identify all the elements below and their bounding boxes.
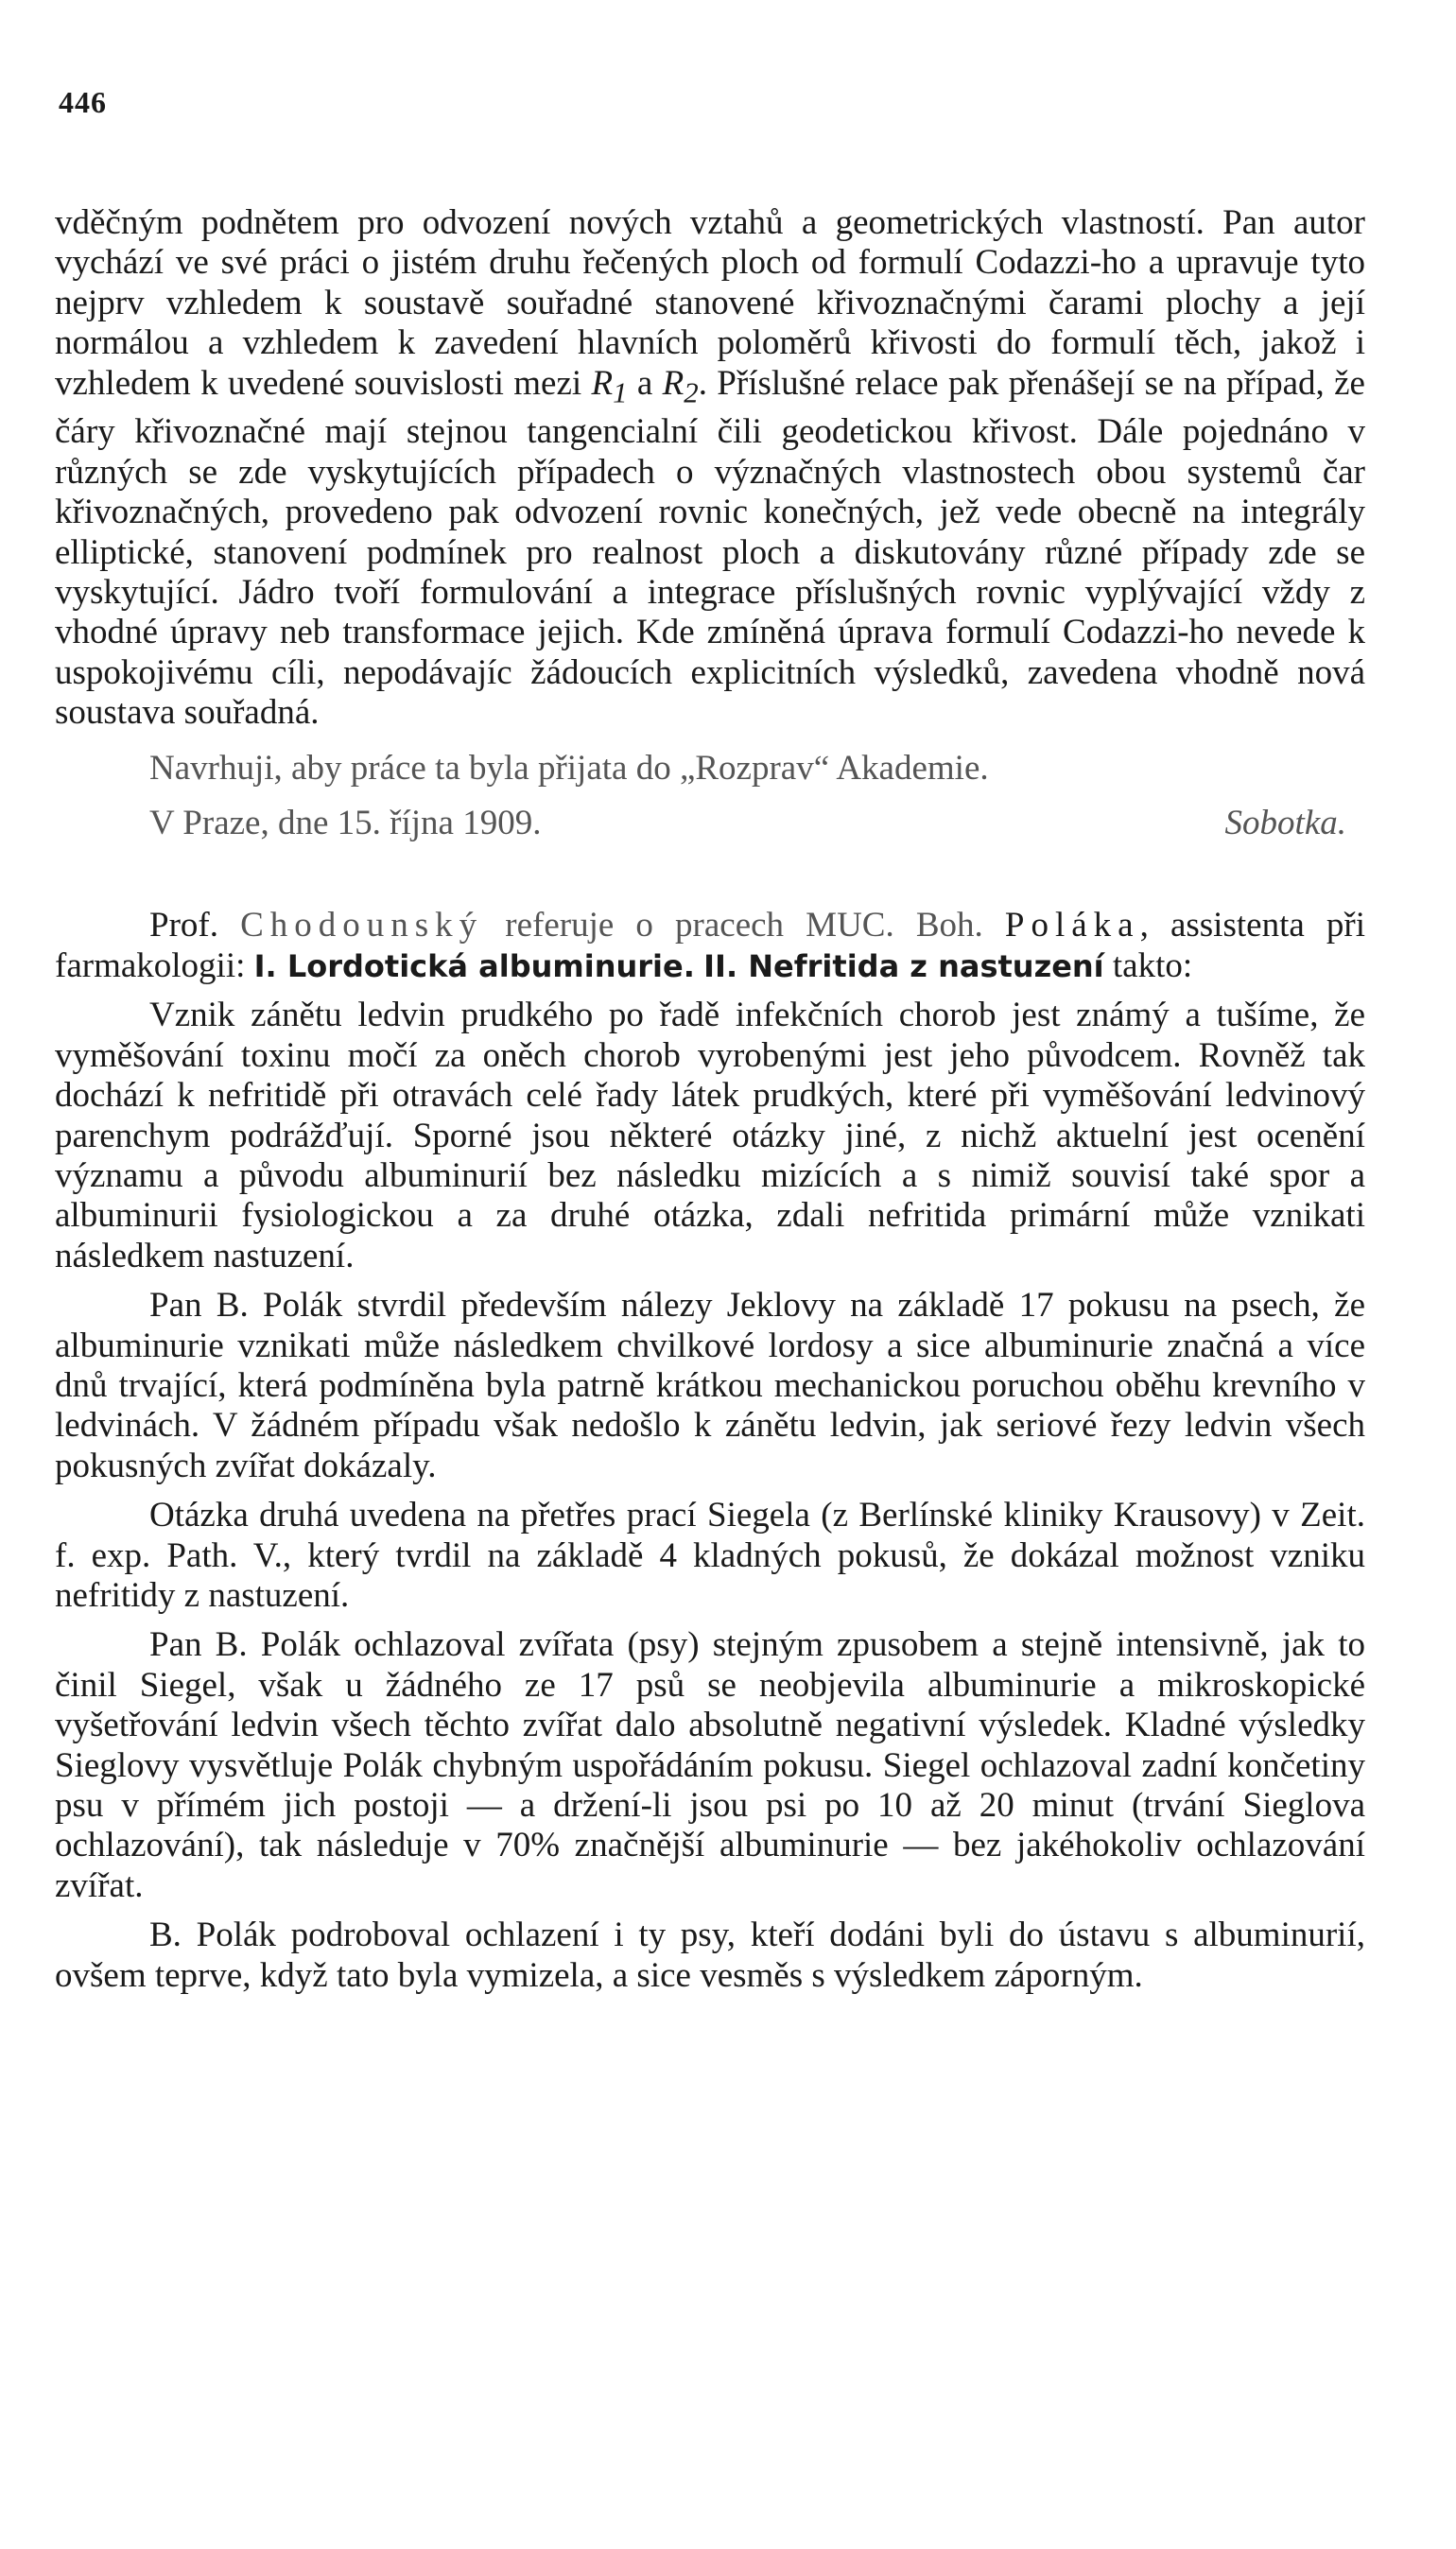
title-nefritida: II. Nefritida z nastuzení bbox=[703, 947, 1104, 984]
paragraph-final-note: B. Polák podroboval ochlazení i ty psy, kteří dodáni byli do ústavu s albuminurií, ovšem teprve, když tato byla vymizela, a sice vesměs s výsledkem záporným. bbox=[55, 1916, 1365, 1995]
text-span: . Příslušné relace pak přenášejí se na případ, že čáry křivoznačné mají stejnou tangencialní čili geodetickou křivost. Dále pojednáno v různých se zde vyskytujících případech o význačných vlastnostech obou systemů čar křivoznačných, provedeno pak odvození rovnic konečných, jež vede obecně na integrály elliptické, stanovení podmínek pro realnost ploch a diskutovány různé případy zde se vyskytující. Jádro tvoří formulování a integrace příslušných rovnic vyplývající vždy z vhodné úpravy neb transformace jejich. Kde zmíněná úprava formulí Codazzi-ho nevede k uspokojivému cíli, nepodávajíc žádoucích explicitních výsledků, zavedena vhodně nová soustava souřadná. bbox=[55, 363, 1365, 733]
name-polak: Poláka bbox=[1004, 906, 1140, 945]
signature-name: Sobotka. bbox=[1224, 804, 1346, 843]
document-body bbox=[55, 203, 1365, 1996]
paragraph-siegel-question: Otázka druhá uvedena na přetřes prací Siegela (z Berlínské kliniky Krausovy) v Zeit. f. exp. Path. V., který tvrdil na základě 4 kladných pokusů, že dokázal možnost vzniku nefritidy z nastuzení. bbox=[55, 1496, 1365, 1615]
title-lordoticka-albuminurie: I. Lordotická albuminurie. bbox=[253, 947, 695, 984]
paragraph-cooling-experiments: Pan B. Polák ochlazoval zvířata (psy) stejným zpusobem a stejně intensivně, jak to činil Siegel, však u žádného ze 17 psů se neobjevila albuminurie a mikroskopické vyšetřování ledvin všech těchto zvířat dalo absolutně negativní výsledek. Kladné výsledky Sieglovy vysvětluje Polák chybným uspořádáním pokusu. Siegel ochlazoval zadní končetiny psu v přímém jich postoji — a držení-li jsou psi po 10 až 20 minut (trvání Sieglova ochlazování), tak následuje v 70% značnější albuminurie — bez jakéhokoliv ochlazování zvířat. bbox=[55, 1625, 1365, 1905]
paragraph-recommendation: Navrhuji, aby práce ta byla přijata do „Rozprav“ Akademie. bbox=[149, 748, 989, 788]
symbol-r1: $R_1$ bbox=[591, 363, 628, 409]
paragraph-lordosis-experiments: Pan B. Polák stvrdil především nálezy Jeklovy na základě 17 pokusu na psech, že albuminurie vznikati může následkem chvilkové lordosy a sice albuminurie značná a více dnů trvající, která podmíněna byla patrně krátkou mechanickou poruchou oběhu krevního v ledvinách. V žádném případu však nedošlo k zánětu ledvin, jak seriové řezy ledvin všech pokusných zvířat dokázaly. bbox=[55, 1286, 1365, 1485]
paragraph-report-intro: Prof. Chodounský referuje o pracech MUC. Boh. Poláka, assistenta při farmakologii: I. Lordotická albuminurie. II. Nefritida z nastuzení takto: bbox=[55, 906, 1365, 985]
symbol-r2: $R_2$ bbox=[662, 363, 699, 409]
paragraph-geometry-review bbox=[55, 203, 1365, 734]
place-date: V Praze, dne 15. října 1909. bbox=[149, 804, 542, 843]
name-chodounsky: Chodounský bbox=[240, 906, 484, 945]
paragraph-nephritis-intro: Vznik zánětu ledvin prudkého po řadě infekčních chorob jest známý a tušíme, že vyměšování toxinu močí za oněch chorob vyrobenými jest jeho původcem. Rovněž tak dochází k nefritidě při otravách celé řady látek prudkých, které při vyměšování ledvinový parenchym podrážďují. Sporné jsou některé otázky jiné, z nichž aktuelní jest ocenění významu a původu albuminurií bez následku mizících a s nimiž souvisí také spor a albuminurii fysiologickou a za druhé otázka, zdali nefritida primární může vznikati následkem nastuzení. bbox=[55, 996, 1365, 1275]
text-span: a bbox=[627, 363, 663, 403]
text-span: vděčným podnětem pro odvození nových vztahů a geometrických vlastností. Pan autor vychází ve své práci o jistém druhu řečených ploch od formulí Codazzi-ho a upravuje tyto nejprv vzhledem k soustavě souřadné stanovené křivoznačnými čarami plochy a její normálou a vzhledem k zavedení hlavních poloměrů křivosti do formulí těch, jakož i vzhledem k uvedené souvislosti mezi bbox=[55, 203, 1365, 403]
signature-line bbox=[55, 804, 1365, 843]
page-number: 446 bbox=[59, 85, 107, 119]
